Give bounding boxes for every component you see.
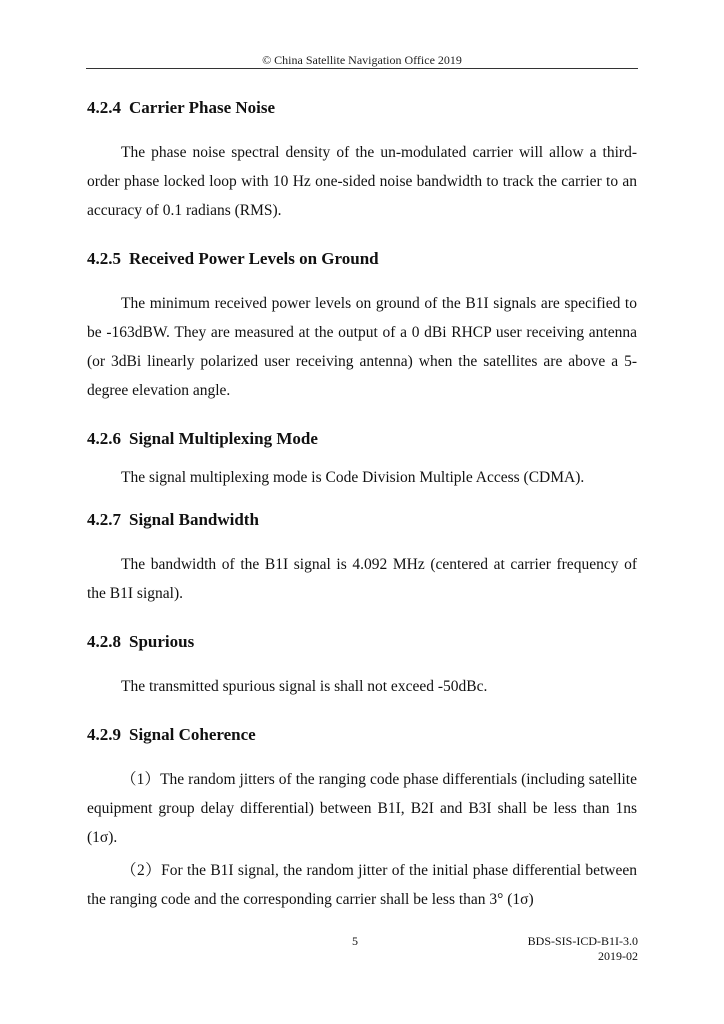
section-heading-4-2-9 xyxy=(87,723,637,747)
section-heading-4-2-6 xyxy=(87,427,637,451)
section-title: Signal Coherence xyxy=(129,725,256,744)
document-id: BDS-SIS-ICD-B1I-3.0 xyxy=(527,934,638,948)
section-number: 4.2.5 xyxy=(87,249,121,268)
paragraph: The transmitted spurious signal is shall not exceed -50dBc. xyxy=(121,678,488,695)
section-number: 4.2.6 xyxy=(87,429,121,448)
paragraph: The bandwidth of the B1I signal is 4.092 MHz (centered at carrier frequency of the B1I signal). xyxy=(87,556,637,602)
section-heading-4-2-4 xyxy=(87,96,637,120)
page-number: 5 xyxy=(352,934,358,948)
section-heading-4-2-8 xyxy=(87,630,637,654)
paragraph: （1）The random jitters of the ranging code phase differentials (including satellite equipment group delay differential) between B1I, B2I and B3I shall be less than 1ns (1σ). xyxy=(87,771,637,846)
document-date: 2019-02 xyxy=(598,949,638,963)
section-title: Received Power Levels on Ground xyxy=(129,249,379,268)
section-title: Spurious xyxy=(129,632,195,651)
document-id-block xyxy=(528,934,638,964)
section-number: 4.2.7 xyxy=(87,510,121,529)
paragraph: （2）For the B1I signal, the random jitter of the initial phase differential between the ranging code and the corresponding carrier shall be less than 3° (1σ) xyxy=(87,862,637,908)
section-title: Carrier Phase Noise xyxy=(129,98,276,117)
paragraph: The minimum received power levels on ground of the B1I signals are specified to be -163dBW. They are measured at the output of a 0 dBi RHCP user receiving antenna (or 3dBi linearly polarized user receiving antenna) when the satellites are above a 5-degree elevation angle. xyxy=(87,295,637,399)
header-rule xyxy=(86,68,638,69)
paragraph: The phase noise spectral density of the un-modulated carrier will allow a third-order phase locked loop with 10 Hz one-sided noise bandwidth to track the carrier to an accuracy of 0.1 radians (RMS). xyxy=(87,144,637,219)
section-number: 4.2.8 xyxy=(87,632,121,651)
paragraph: The signal multiplexing mode is Code Division Multiple Access (CDMA). xyxy=(121,469,585,486)
page-header-copyright: © China Satellite Navigation Office 2019 xyxy=(262,53,462,67)
section-title: Signal Multiplexing Mode xyxy=(129,429,318,448)
section-number: 4.2.9 xyxy=(87,725,121,744)
section-number: 4.2.4 xyxy=(87,98,121,117)
document-body xyxy=(87,96,637,914)
section-heading-4-2-5 xyxy=(87,247,637,271)
section-heading-4-2-7 xyxy=(87,508,637,532)
section-title: Signal Bandwidth xyxy=(129,510,259,529)
